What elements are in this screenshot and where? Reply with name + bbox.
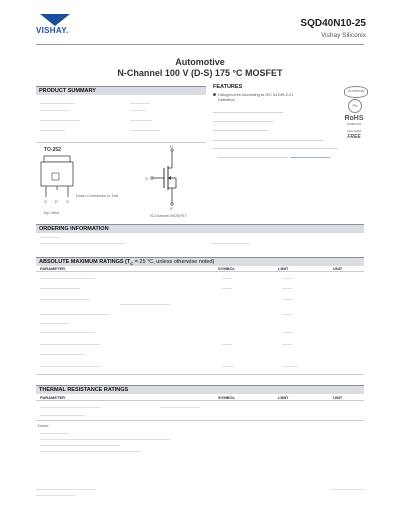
feature-row: [213, 121, 273, 122]
thermal-col-parameter: PARAMETER: [40, 395, 66, 400]
summary-row: [40, 110, 70, 111]
footer-website: [330, 489, 364, 490]
abs-col-parameter: PARAMETER: [40, 266, 66, 271]
abs-row: [282, 278, 292, 279]
feature-row: [213, 140, 323, 141]
summary-row: [40, 103, 75, 104]
abs-row: [40, 332, 95, 333]
summary-divider: [36, 142, 206, 143]
summary-row: [40, 120, 80, 121]
notes-label: Notes: [38, 423, 49, 428]
top-view-label: Top View: [43, 210, 60, 215]
product-summary-header: PRODUCT SUMMARY: [36, 86, 206, 95]
ordering-row: [210, 243, 250, 244]
abs-col-limit: LIMIT: [278, 266, 289, 271]
header-divider: [36, 44, 364, 45]
halogen-label: HALOGEN: [346, 129, 362, 133]
abs-row: [282, 288, 292, 289]
thermal-col-unit: UNIT: [333, 395, 343, 400]
abs-divider: [36, 271, 364, 272]
thermal-divider: [36, 400, 364, 401]
feature-link[interactable]: [290, 157, 330, 158]
abs-row: [40, 323, 70, 324]
abs-row: [222, 278, 232, 279]
abs-row: [222, 288, 232, 289]
summary-row: [130, 103, 150, 104]
feature-row: [213, 130, 268, 131]
schematic-pin-d: D: [170, 144, 173, 149]
feature-row: [218, 157, 288, 158]
title-line-1: Automotive: [175, 57, 225, 67]
abs-max-header: [36, 257, 364, 266]
abs-row: [40, 288, 80, 289]
note-row: [40, 451, 140, 452]
logo-triangle-icon: [40, 14, 70, 26]
abs-row: [40, 354, 85, 355]
mosfet-symbol-icon: [150, 148, 190, 208]
summary-row: [130, 120, 152, 121]
part-number: SQD40N10-25: [300, 18, 366, 29]
thermal-row: [160, 407, 200, 408]
logo-text: VISHAY.: [36, 26, 69, 35]
drain-note: Drain Connected to Tab: [76, 193, 118, 198]
abs-row: [40, 344, 100, 345]
pin-d-label: D: [55, 199, 58, 204]
abs-row: [282, 366, 298, 367]
thermal-row: [40, 415, 85, 416]
feature-text: Halogen-free According to IEC 61249-2-21: [218, 92, 294, 97]
features-heading: FEATURES: [213, 84, 243, 90]
schematic-label: N-Channel MOSFET: [150, 213, 187, 218]
abs-row: [282, 344, 292, 345]
abs-row: [40, 299, 90, 300]
pin-s-label: S: [66, 199, 69, 204]
abs-row: [282, 332, 292, 333]
abs-col-unit: UNIT: [333, 266, 343, 271]
schematic-pin-g: G: [145, 176, 149, 181]
rohs-compliant: COMPLIANT: [346, 123, 362, 126]
abs-row: [40, 314, 110, 315]
vishay-logo: [36, 14, 74, 36]
thermal-col-limit: LIMIT: [278, 395, 289, 400]
summary-row: [40, 130, 65, 131]
footer-doc-number: [36, 489, 96, 490]
footer-revision: [36, 495, 76, 496]
schematic-pin-s: S: [170, 206, 173, 211]
thermal-row: [40, 407, 100, 408]
pin-g-label: G: [44, 199, 48, 204]
abs-row: [40, 278, 95, 279]
abs-max-tail: = 25 °C, unless otherwise noted): [133, 259, 215, 265]
thermal-col-symbol: SYMBOL: [218, 395, 236, 400]
ordering-row: [40, 237, 60, 238]
abs-row: [222, 344, 232, 345]
thermal-header: THERMAL RESISTANCE RATINGS: [36, 385, 364, 394]
abs-row: [222, 366, 234, 367]
pb-free-icon: Pb: [348, 99, 362, 113]
feature-item-cont: Definition: [218, 97, 235, 102]
rohs-badge: RoHS: [344, 115, 364, 122]
bullet-icon: [213, 93, 216, 96]
feature-row: [213, 112, 283, 113]
summary-row: [130, 130, 160, 131]
ordering-row: [40, 243, 125, 244]
abs-row: [40, 366, 100, 367]
abs-row: [282, 314, 292, 315]
note-row: [40, 439, 170, 440]
automotive-badge: AUTOMOTIVE: [344, 86, 368, 98]
feature-row: [213, 148, 338, 149]
note-row: [40, 433, 70, 434]
abs-row: [120, 304, 170, 305]
abs-bottom: [36, 374, 364, 375]
title-line-2: N-Channel 100 V (D-S) 175 °C MOSFET: [117, 68, 283, 78]
abs-max-sub: C: [130, 261, 134, 267]
note-row: [40, 445, 120, 446]
summary-row: [130, 110, 146, 111]
abs-max-title: ABSOLUTE MAXIMUM RATINGS (T: [39, 259, 131, 265]
free-label: FREE: [347, 134, 361, 140]
ordering-header: ORDERING INFORMATION: [36, 224, 364, 233]
abs-row: [282, 299, 292, 300]
thermal-bottom: [36, 420, 364, 421]
abs-col-symbol: SYMBOL: [218, 266, 236, 271]
package-name: TO-252: [44, 147, 61, 153]
company-name: Vishay Siliconix: [320, 32, 366, 39]
